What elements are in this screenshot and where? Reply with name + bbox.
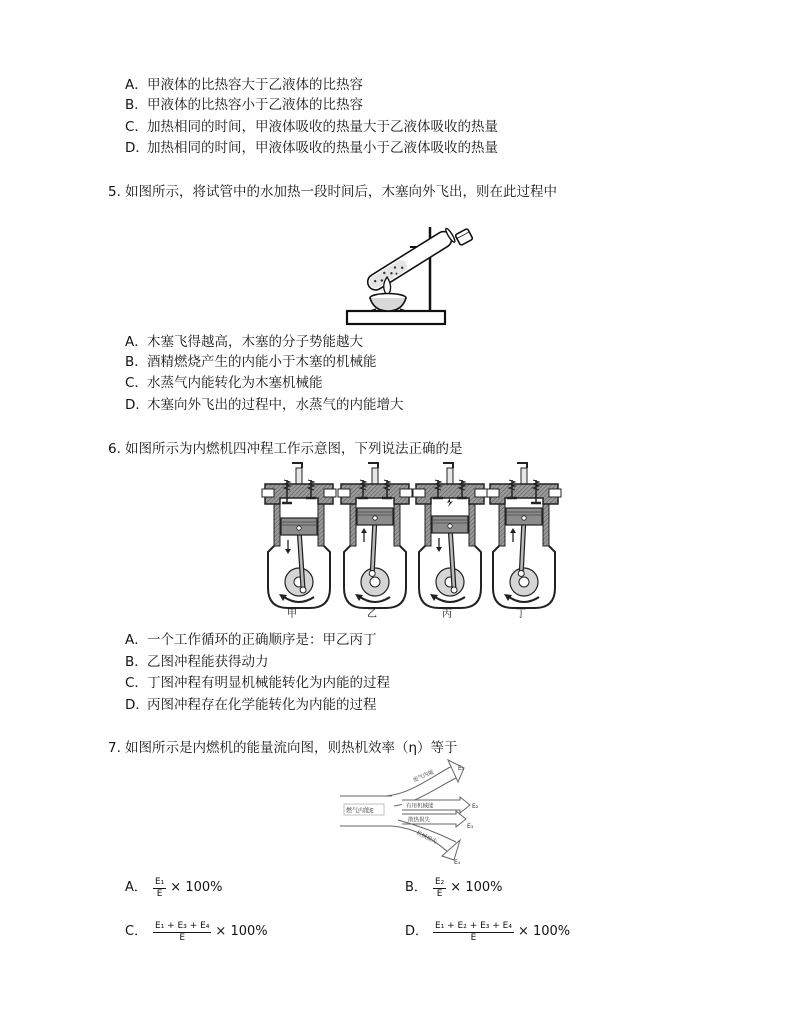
source-label: 燃气内能E <box>346 807 374 815</box>
fraction <box>433 921 514 944</box>
q4-option-d <box>125 139 498 157</box>
numerator: E₁ <box>155 876 165 887</box>
q6-option-a <box>125 631 377 649</box>
e3-label: E₃ <box>467 823 474 830</box>
engine-label-bing: 丙 <box>442 609 452 620</box>
option-label: C． <box>125 924 148 939</box>
option-text: 丙图冲程存在化学能转化为内能的过程 <box>147 697 377 713</box>
option-label: A． <box>125 334 148 350</box>
mech-loss-arrowhead <box>442 840 460 860</box>
crank-pin <box>369 570 375 576</box>
e2-label: E₂ <box>472 803 479 810</box>
crank-shaft <box>370 577 380 587</box>
exhaust-port <box>324 489 336 497</box>
denominator: E <box>156 888 163 899</box>
q7-stem <box>108 739 458 757</box>
heat-loss-label: 散热损失 <box>408 817 431 824</box>
piston-pin <box>373 516 377 520</box>
question-text: 如图所示是内燃机的能量流向图，则热机效率（η）等于 <box>125 740 458 756</box>
percent-suffix: × 100% <box>170 880 223 895</box>
cylinder-wall-right <box>469 502 475 546</box>
energy-flow-figure <box>336 756 480 868</box>
option-text: 木塞飞得越高，木塞的分子势能越大 <box>147 334 363 350</box>
fraction <box>153 877 166 900</box>
option-label: C． <box>125 375 148 391</box>
option-label: B． <box>125 97 148 113</box>
piston-pin <box>522 516 526 520</box>
option-text: 丁图冲程有明显机械能转化为内能的过程 <box>147 675 390 691</box>
useful-label: 有用机械能 <box>406 803 434 810</box>
option-label: B． <box>405 880 427 895</box>
numerator: E₁ + E₃ + E₄ <box>155 920 210 931</box>
option-label: C． <box>125 675 148 691</box>
crank-pin <box>518 570 524 576</box>
percent-suffix: × 100% <box>517 924 571 939</box>
q5-option-b <box>125 353 377 371</box>
denominator: E <box>436 888 443 899</box>
q5-option-d <box>125 396 404 414</box>
cylinder-wall-left <box>350 502 356 546</box>
engine-strokes-figure <box>258 460 570 612</box>
engine-label-ding: 丁 <box>516 609 526 620</box>
e4-label: E₄ <box>454 859 461 866</box>
crank-pin <box>300 587 306 593</box>
intake-port <box>487 489 499 497</box>
question-number: 5. <box>108 184 121 200</box>
option-label: D． <box>405 924 429 939</box>
engine-jia <box>262 463 336 608</box>
crank-shaft <box>519 577 529 587</box>
engine-bing <box>413 463 487 608</box>
spark-plug <box>296 468 302 484</box>
e1-label: E₁ <box>458 765 465 772</box>
option-text: 甲液体的比热容小于乙液体的比热容 <box>147 97 363 113</box>
engine-yi <box>338 463 412 608</box>
exhaust-port <box>475 489 487 497</box>
option-label: B． <box>125 654 148 670</box>
percent-suffix: × 100% <box>215 924 268 939</box>
q6-option-c <box>125 674 390 692</box>
engine-label-yi: 乙 <box>367 609 377 620</box>
mech-loss-label: 机械损失 <box>415 830 438 846</box>
option-text: 加热相同的时间，甲液体吸收的热量小于乙液体吸收的热量 <box>147 140 498 156</box>
cylinder-wall-left <box>274 502 280 546</box>
question-number: 6. <box>108 441 121 457</box>
spark-plug-wire <box>443 463 453 468</box>
exhaust-label: 废气内能 <box>412 769 435 784</box>
denominator: E <box>179 932 186 943</box>
question-text: 如图所示，将试管中的水加热一段时间后，木塞向外飞出，则在此过程中 <box>125 184 557 200</box>
q5-option-a <box>125 333 363 351</box>
spark-plug <box>447 468 453 484</box>
fraction <box>433 877 446 900</box>
q7-option-d <box>405 919 570 945</box>
q7-option-c <box>125 919 268 945</box>
spark-plug-wire <box>368 463 378 468</box>
q6-option-d <box>125 696 377 714</box>
option-label: D． <box>125 397 149 413</box>
option-text: 一个工作循环的正确顺序是：甲乙丙丁 <box>147 632 377 648</box>
piston-pin <box>448 524 452 528</box>
intake-port <box>413 489 425 497</box>
q5-option-c <box>125 374 323 392</box>
option-text: 甲液体的比热容大于乙液体的比热容 <box>147 77 363 93</box>
q4-option-a <box>125 76 363 94</box>
option-text: 水蒸气内能转化为木塞机械能 <box>147 375 323 391</box>
piston-pin <box>297 526 301 530</box>
question-number: 7. <box>108 740 121 756</box>
intake-port <box>338 489 350 497</box>
q6-stem <box>108 440 463 458</box>
denominator: E <box>470 932 477 943</box>
option-text: 乙图冲程能获得动力 <box>147 654 269 670</box>
exhaust-port <box>400 489 412 497</box>
option-label: D． <box>125 697 149 713</box>
option-label: A． <box>125 77 148 93</box>
cylinder-wall-right <box>394 502 400 546</box>
fraction <box>153 921 211 944</box>
option-text: 加热相同的时间，甲液体吸收的热量大于乙液体吸收的热量 <box>147 119 498 135</box>
q4-option-c <box>125 118 498 136</box>
option-label: A． <box>125 632 148 648</box>
numerator: E₁ + E₂ + E₃ + E₄ <box>435 920 512 931</box>
q4-option-b <box>125 96 363 114</box>
cylinder-wall-left <box>499 502 505 546</box>
q7-option-b <box>405 875 503 901</box>
option-label: B． <box>125 354 148 370</box>
stand-base <box>347 311 445 324</box>
engine-ding <box>487 463 561 608</box>
cylinder-wall-right <box>318 502 324 546</box>
option-label: C． <box>125 119 148 135</box>
test-tube-apparatus-figure <box>340 205 480 330</box>
option-label: D． <box>125 140 149 156</box>
numerator: E₂ <box>435 876 445 887</box>
spark-plug <box>372 468 378 484</box>
spark-plug-wire <box>292 463 302 468</box>
cylinder-wall-right <box>543 502 549 546</box>
q7-option-a <box>125 875 223 901</box>
question-text: 如图所示为内燃机四冲程工作示意图，下列说法正确的是 <box>125 441 463 457</box>
intake-port <box>262 489 274 497</box>
engine-label-jia: 甲 <box>287 609 297 620</box>
spark-plug <box>521 468 527 484</box>
cork <box>455 228 473 245</box>
option-text: 木塞向外飞出的过程中，水蒸气的内能增大 <box>147 397 404 413</box>
option-label: A． <box>125 880 147 895</box>
percent-suffix: × 100% <box>450 880 503 895</box>
test-tube <box>365 227 457 293</box>
cylinder-wall-left <box>425 502 431 546</box>
q5-stem <box>108 183 557 201</box>
exhaust-port <box>549 489 561 497</box>
option-text: 酒精燃烧产生的内能小于木塞的机械能 <box>147 354 377 370</box>
spark-plug-wire <box>517 463 527 468</box>
q6-option-b <box>125 653 269 671</box>
crank-pin <box>451 587 457 593</box>
